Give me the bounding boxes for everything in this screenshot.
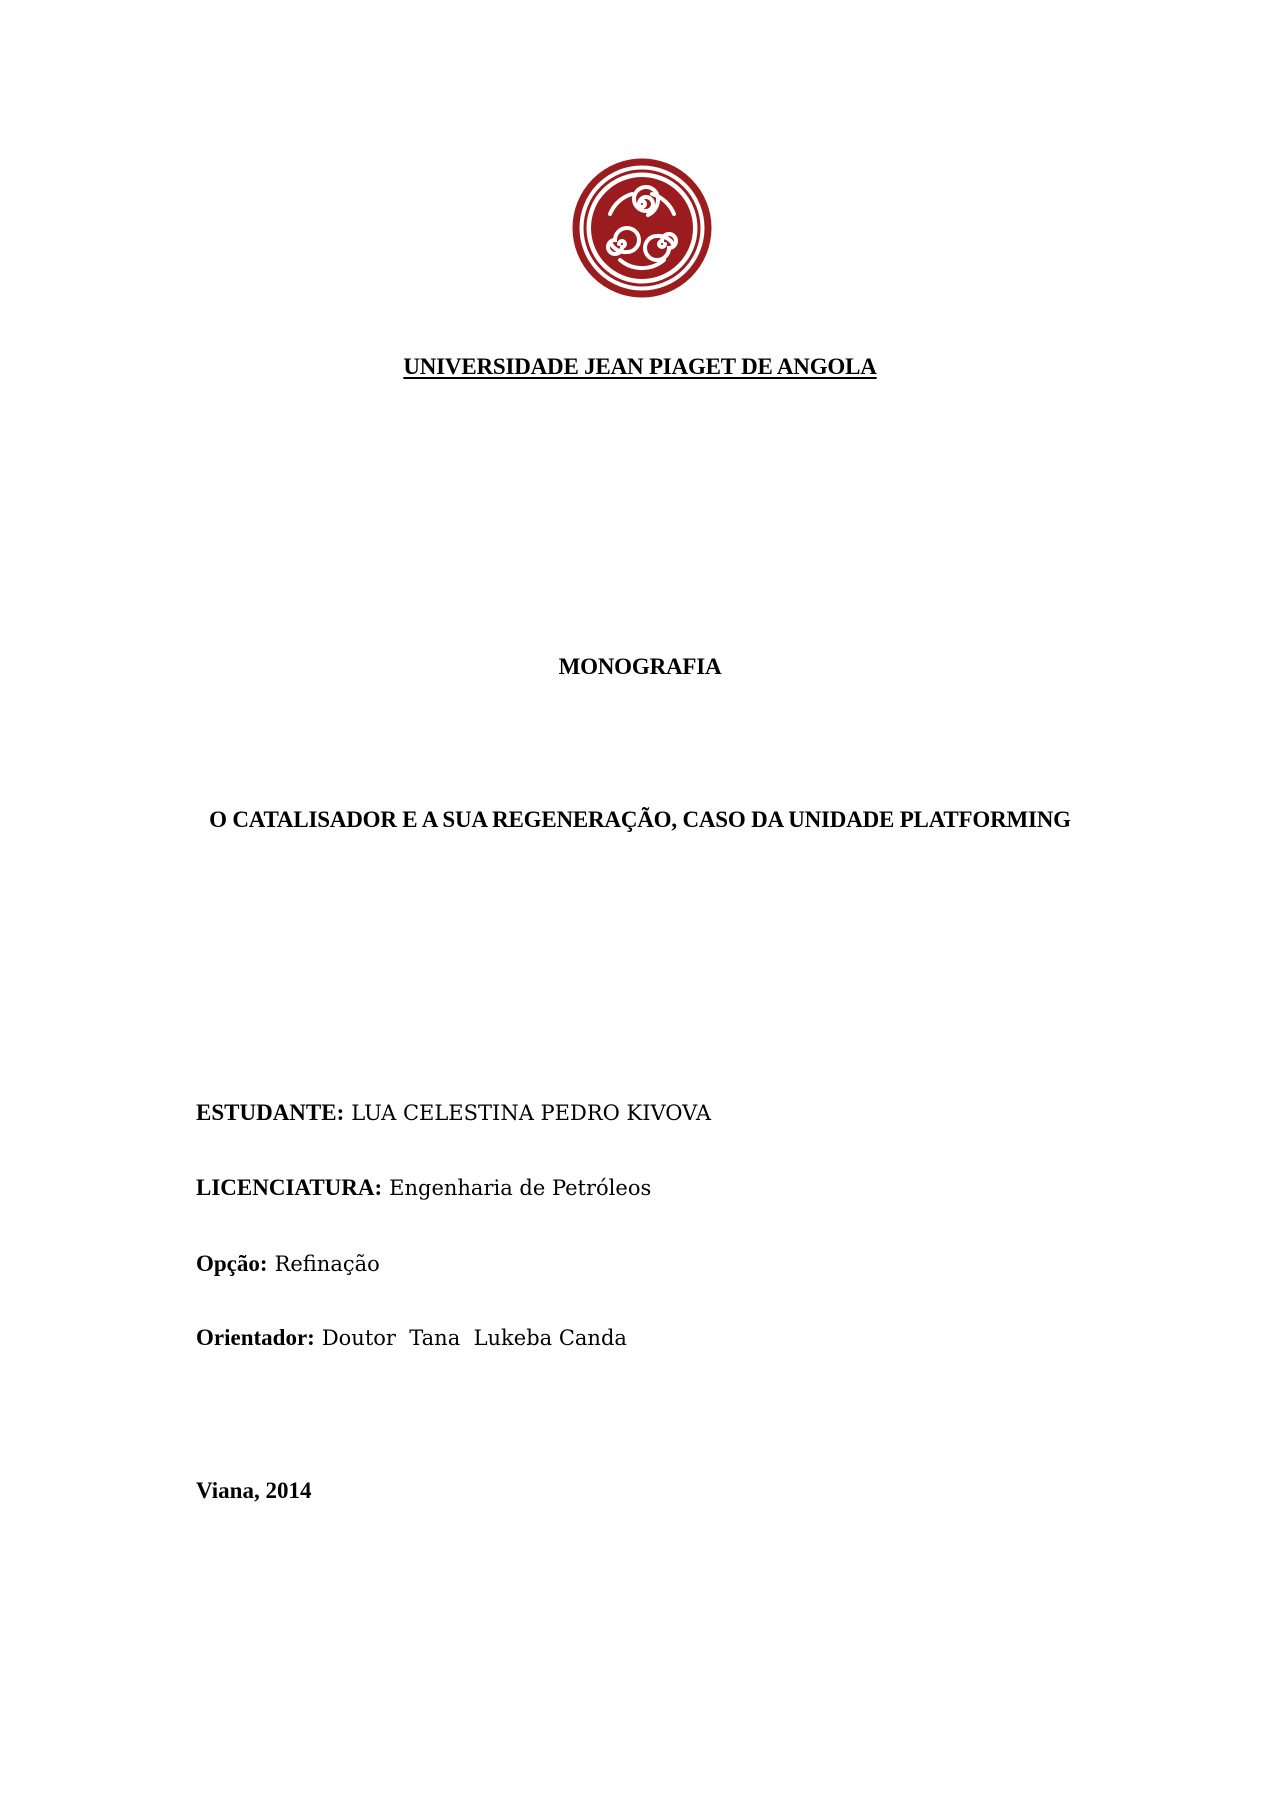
student-label: ESTUDANTE:	[196, 1100, 345, 1125]
option-label: Opção:	[196, 1251, 268, 1276]
advisor-field	[196, 1325, 627, 1351]
option-value: Refinação	[274, 1252, 380, 1276]
degree-label: LICENCIATURA:	[196, 1175, 383, 1200]
thesis-title: O CATALISADOR E A SUA REGENERAÇÃO, CASO DA UNIDADE PLATFORMING	[209, 807, 1071, 832]
option-field	[196, 1251, 380, 1277]
university-logo-icon	[570, 152, 715, 304]
degree-value: Engenharia de Petróleos	[389, 1176, 652, 1200]
advisor-value: Doutor Tana Lukeba Canda	[321, 1326, 627, 1350]
student-field	[196, 1100, 711, 1126]
document-type-heading: MONOGRAFIA	[558, 654, 722, 679]
advisor-label: Orientador:	[196, 1325, 315, 1350]
university-name: UNIVERSIDADE JEAN PIAGET DE ANGOLA	[403, 354, 877, 379]
degree-field	[196, 1175, 651, 1201]
place-and-date: Viana, 2014	[196, 1478, 312, 1503]
student-value: LUA CELESTINA PEDRO KIVOVA	[351, 1101, 712, 1125]
